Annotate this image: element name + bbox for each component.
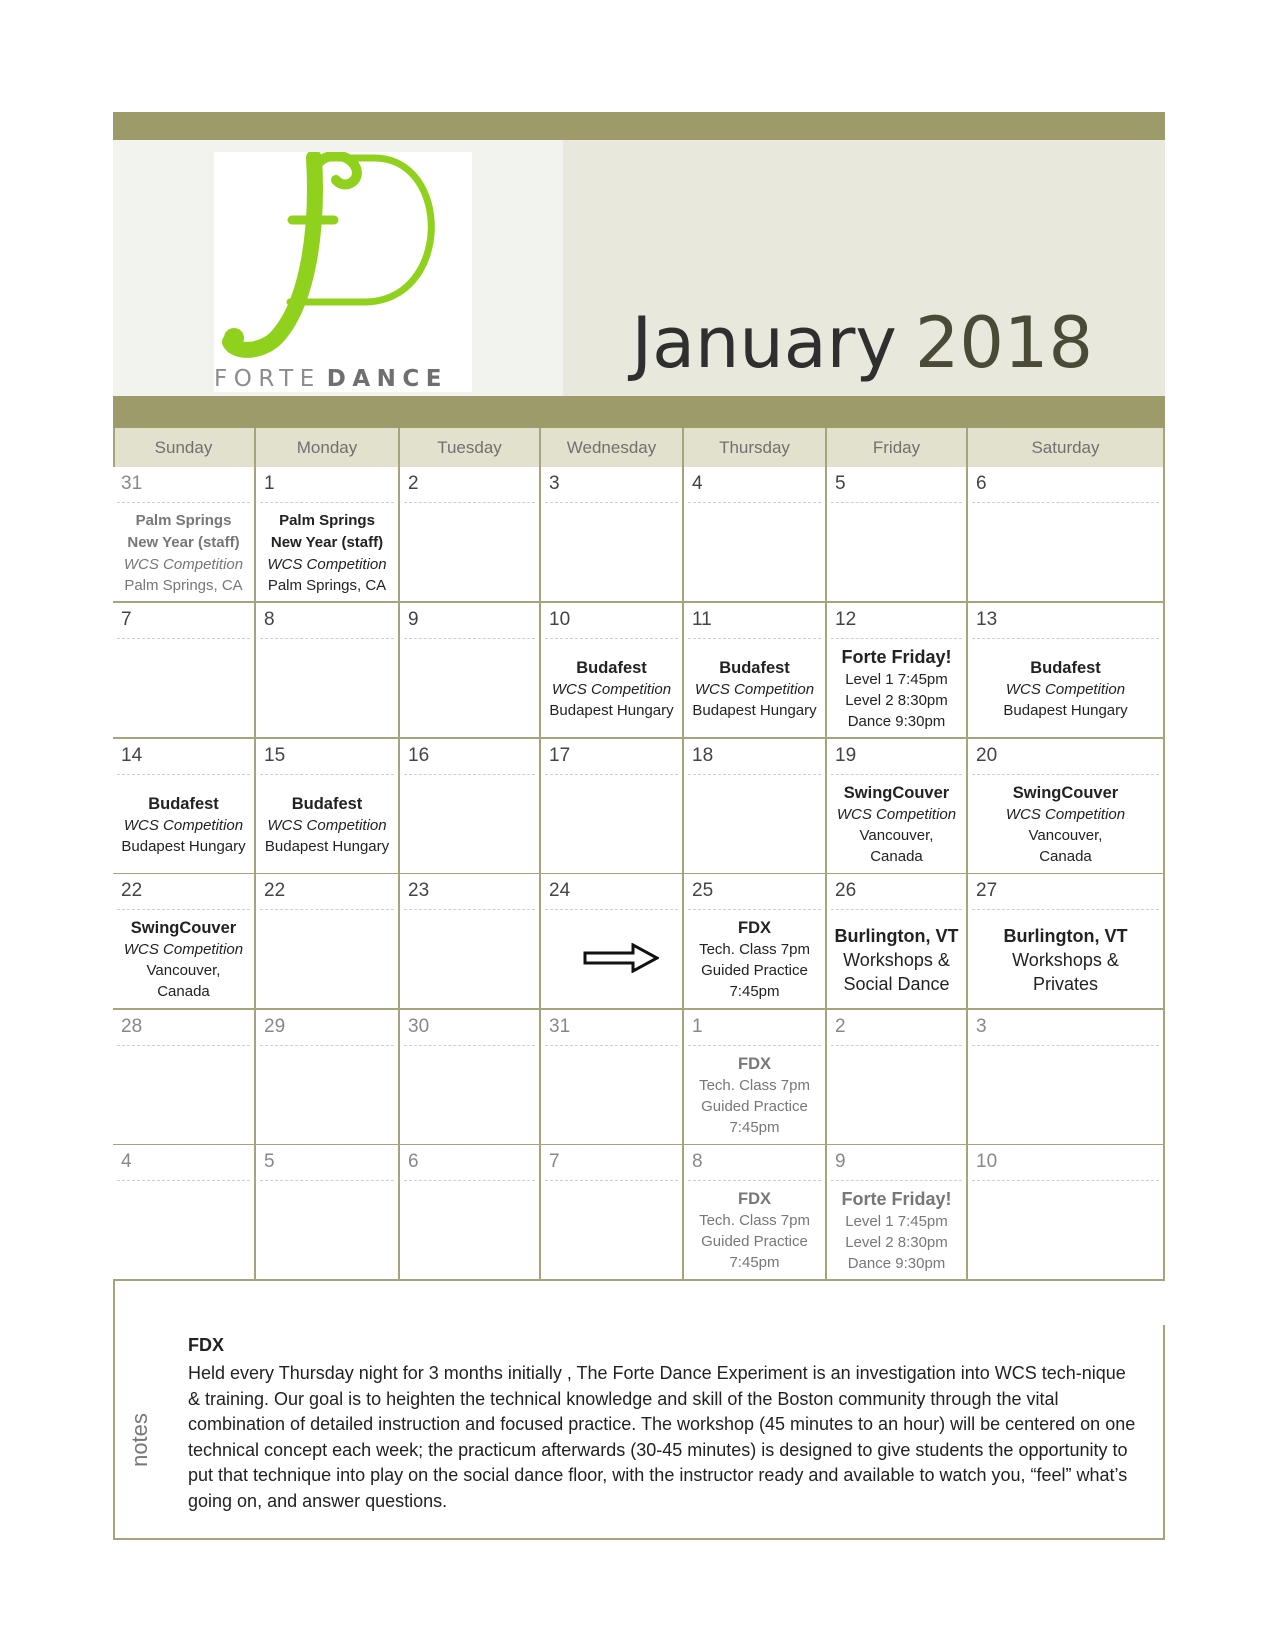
event-detail: Dance 9:30pm [847,713,946,730]
day-divider [260,638,394,639]
event [256,504,398,601]
day-cell [256,467,400,603]
day-number: 17 [549,745,571,766]
day-cell [400,739,541,875]
event-detail: Guided Practice [701,962,808,979]
day-number: 5 [835,473,846,494]
day-cell [968,874,1165,1010]
event [684,1047,825,1144]
day-divider [117,638,250,639]
day-cell [541,603,684,739]
day-cell [968,1010,1165,1146]
day-cell [968,603,1165,739]
notes-title: FDX [188,1335,224,1355]
day-cell [968,1145,1165,1281]
event-detail: WCS Competition [267,816,387,834]
event-detail: Privates [1032,973,1099,994]
event [827,776,966,873]
day-cell [827,1010,968,1146]
forte-dance-logo-icon [214,152,472,362]
event [827,1182,966,1279]
day-number: 19 [835,745,857,766]
day-number: 14 [121,745,143,766]
day-divider [831,774,962,775]
day-number: 24 [549,880,571,901]
day-cell [684,1010,827,1146]
day-cell [256,874,400,1010]
day-number: 5 [264,1151,275,1172]
day-divider [545,909,678,910]
event-detail: Guided Practice [701,1098,808,1115]
event-title-line2: New Year (staff) [270,533,384,551]
day-divider [260,909,394,910]
event-detail: Vancouver, [146,962,221,979]
day-cell [113,739,256,875]
event [968,911,1163,1008]
day-number: 2 [835,1016,846,1037]
event-detail: Tech. Class 7pm [699,941,810,958]
event [684,1182,825,1279]
day-divider [117,1180,250,1181]
day-header-sunday: Sunday [113,428,256,467]
day-number: 16 [408,745,430,766]
event-title: SwingCouver [1012,784,1119,802]
day-divider [117,909,250,910]
event-title: Budafest [576,658,647,677]
middle-band [113,396,1165,428]
day-header-friday: Friday [827,428,968,467]
day-divider [404,1045,535,1046]
day-cell [684,467,827,603]
event [256,776,398,873]
day-divider [972,909,1159,910]
day-divider [260,502,394,503]
event-detail: Tech. Class 7pm [699,1212,810,1229]
day-divider [688,909,821,910]
day-header-wednesday: Wednesday [541,428,684,467]
day-number: 10 [976,1151,998,1172]
day-cell [827,874,968,1010]
event-title: Palm Springs [279,511,375,529]
day-divider [972,774,1159,775]
day-divider [972,1180,1159,1181]
event-detail: WCS Competition [123,555,244,573]
day-divider [972,502,1159,503]
day-cell [400,1145,541,1281]
event-detail: Budapest Hungary [1003,701,1128,719]
day-divider [831,909,962,910]
day-divider [260,1045,394,1046]
day-number: 23 [408,880,430,901]
logo-word-forte: FORTE [214,366,321,392]
day-cell [113,1010,256,1146]
event-title-line2: New Year (staff) [127,533,240,551]
event-detail: WCS Competition [123,816,244,834]
event-detail: Level 2 8:30pm [845,692,948,709]
event [827,911,966,1008]
day-cell [256,603,400,739]
day-number: 31 [549,1016,571,1037]
event-title: Budafest [1030,658,1101,677]
event-detail: Workshops & [843,949,950,970]
day-number: 4 [121,1151,132,1172]
day-number: 7 [121,609,132,630]
event-detail: Workshops & [1012,949,1119,970]
event-title: Forte Friday! [841,647,952,667]
day-cell [400,874,541,1010]
event-detail: Palm Springs, CA [124,576,243,594]
day-cell [541,739,684,875]
day-cell [827,1145,968,1281]
day-divider [831,638,962,639]
event-title: SwingCouver [130,919,237,937]
event [968,640,1163,737]
day-cell [256,1010,400,1146]
day-cell [684,874,827,1010]
day-divider [688,638,821,639]
event-detail: Level 2 8:30pm [845,1234,948,1251]
forte-dance-logo [214,152,472,392]
event-title: Budafest [719,658,790,677]
day-number: 29 [264,1016,286,1037]
day-cell [113,874,256,1010]
event-detail: Guided Practice [701,1233,808,1250]
event-detail: Palm Springs, CA [267,576,387,594]
day-cell [684,603,827,739]
event-detail: Canada [1039,848,1092,865]
day-number: 27 [976,880,998,901]
day-number: 31 [121,473,143,494]
title-month: January [631,302,897,384]
day-number: 13 [976,609,998,630]
day-divider [972,1045,1159,1046]
day-number: 25 [692,880,714,901]
day-cell [541,1010,684,1146]
day-number: 6 [976,473,987,494]
event [684,911,825,1008]
day-divider [545,774,678,775]
day-divider [688,1045,821,1046]
event-detail: WCS Competition [551,680,672,698]
logo-wordmark [214,366,472,392]
event-title: SwingCouver [843,784,950,802]
day-divider [545,1045,678,1046]
event-detail: Vancouver, [1028,827,1103,844]
day-divider [117,502,250,503]
day-number: 12 [835,609,857,630]
day-cell [400,1010,541,1146]
day-divider [545,1180,678,1181]
top-band [113,112,1165,140]
day-divider [404,909,535,910]
day-number: 28 [121,1016,143,1037]
event-detail: Budapest Hungary [264,837,390,855]
event-detail: Vancouver, [859,827,934,844]
day-cell [827,739,968,875]
day-divider [404,638,535,639]
day-divider [404,502,535,503]
day-number: 11 [692,609,712,630]
day-number: 18 [692,745,714,766]
event-detail: WCS Competition [1005,806,1126,823]
day-number: 1 [264,473,275,494]
event-detail: 7:45pm [729,983,780,1000]
day-cell [968,739,1165,875]
event-detail: Level 1 7:45pm [845,1213,948,1230]
event-title: Palm Springs [135,511,232,529]
day-number: 22 [264,880,286,901]
day-number: 8 [264,609,275,630]
event-detail: Budapest Hungary [121,837,246,855]
right-arrow-icon [583,943,659,973]
day-divider [831,1045,962,1046]
day-number: 15 [264,745,286,766]
day-number: 7 [549,1151,560,1172]
day-divider [972,638,1159,639]
event [541,640,682,737]
event-detail: WCS Competition [694,680,815,698]
event-title: Burlington, VT [1003,925,1128,946]
event-detail: 7:45pm [729,1254,780,1271]
day-divider [688,1180,821,1181]
day-cell [541,467,684,603]
day-divider [404,774,535,775]
notes-section [113,1325,1165,1540]
day-divider [831,1180,962,1181]
event [113,911,254,1008]
event [827,640,966,737]
day-cell [113,1145,256,1281]
day-cell [684,739,827,875]
day-cell [113,467,256,603]
day-divider [404,1180,535,1181]
event [684,640,825,737]
day-cell [541,1145,684,1281]
day-number: 30 [408,1016,430,1037]
event-title: FDX [738,1055,771,1073]
day-header-thursday: Thursday [684,428,827,467]
day-divider [545,502,678,503]
day-divider [117,1045,250,1046]
day-header-monday: Monday [256,428,400,467]
event-title: FDX [738,1190,771,1208]
day-number: 4 [692,473,703,494]
day-cell [827,603,968,739]
day-cell [684,1145,827,1281]
day-cell [541,874,684,1010]
day-cell [968,467,1165,603]
event-detail: Canada [870,848,923,865]
event [113,776,254,873]
day-cell [400,603,541,739]
day-divider [545,638,678,639]
day-divider [831,502,962,503]
day-number: 3 [976,1016,987,1037]
event-detail: Budapest Hungary [549,701,674,719]
day-number: 20 [976,745,998,766]
day-number: 10 [549,609,571,630]
day-number: 6 [408,1151,419,1172]
event-detail: WCS Competition [123,941,244,958]
day-number: 9 [835,1151,846,1172]
event-detail: Tech. Class 7pm [699,1077,810,1094]
event-title: Budafest [148,794,219,813]
page-title [563,298,1093,388]
event-detail: Canada [157,983,210,1000]
event-detail: Level 1 7:45pm [845,671,948,688]
day-divider [117,774,250,775]
event-title: Forte Friday! [841,1189,952,1209]
notes-label-box [125,1405,155,1475]
event-detail: Dance 9:30pm [847,1255,946,1272]
day-number: 26 [835,880,857,901]
day-cell [256,1145,400,1281]
day-number: 9 [408,609,419,630]
event-detail: WCS Competition [267,555,387,573]
day-divider [260,774,394,775]
day-divider [688,774,821,775]
day-header-saturday: Saturday [968,428,1165,467]
event-title: Burlington, VT [834,925,959,946]
logo-word-dance: DANCE [326,366,448,392]
day-header-tuesday: Tuesday [400,428,541,467]
day-divider [688,502,821,503]
event-detail: Budapest Hungary [692,701,817,719]
day-cell [400,467,541,603]
event-detail: 7:45pm [729,1119,780,1136]
day-number: 3 [549,473,560,494]
day-number: 2 [408,473,419,494]
day-cell [256,739,400,875]
notes-body: Held every Thursday night for 3 months initially , The Forte Dance Experiment is an investigation into WCS tech-nique & training. Our goal is to heighten the technical knowledge and skill of the Boston community through the vital combination of detailed instruction and focused practice. The workshop (45 minutes to an hour) will be centered on one technical concept each week; the practicum afterwards (30-45 minutes) is designed to give students the opportunity to put that technique into play on the social dance floor, with the instructor ready and available to watch you, “feel” what’s going on, and answer questions. [188,1363,1136,1511]
title-year: 2018 [914,302,1093,384]
day-cell [113,603,256,739]
event-title: FDX [738,919,771,937]
event-detail: WCS Competition [836,806,957,823]
event-detail: Social Dance [843,973,950,994]
event [968,776,1163,873]
notes-label: notes [127,1413,152,1467]
day-divider [260,1180,394,1181]
day-number: 22 [121,880,143,901]
event-title: Budafest [291,794,363,813]
event-detail: WCS Competition [1005,680,1126,698]
day-number: 1 [692,1016,703,1037]
day-cell [827,467,968,603]
day-number: 8 [692,1151,703,1172]
event [113,504,254,601]
